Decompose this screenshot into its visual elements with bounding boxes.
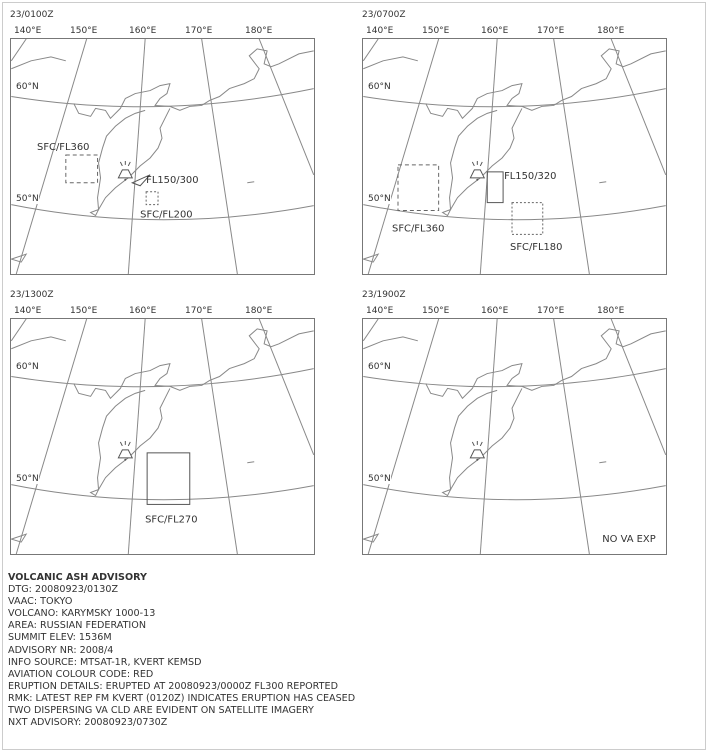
lon-label: 180°E <box>597 306 625 316</box>
ash-cloud-dotted <box>512 203 543 235</box>
advisory-line: VAAC: TOKYO <box>8 596 73 608</box>
ash-cloud-label: SFC/FL360 <box>37 142 90 154</box>
lon-label: 140°E <box>366 26 394 36</box>
meridian-170e <box>202 319 238 554</box>
lon-label: 160°E <box>481 306 509 316</box>
ash-cloud-dotted <box>146 192 158 205</box>
lon-label: 160°E <box>481 26 509 36</box>
lon-label: 150°E <box>422 306 450 316</box>
meridian-150e <box>16 39 86 274</box>
volcano-rays-icon <box>120 441 130 446</box>
lat-label-50n: 50°N <box>16 474 39 484</box>
meridian-140e <box>363 319 378 341</box>
lon-label: 180°E <box>245 306 273 316</box>
parallel-60n <box>363 369 665 387</box>
meridian-140e <box>11 39 26 61</box>
lon-label: 140°E <box>366 306 394 316</box>
advisory-line: NXT ADVISORY: 20080923/0730Z <box>8 717 168 729</box>
volcano-rays-icon <box>472 161 482 166</box>
meridian-150e <box>16 319 86 554</box>
ash-cloud-dashed <box>398 165 439 211</box>
meridian-170e <box>202 39 238 274</box>
volcano-icon <box>118 450 132 458</box>
advisory-line: ADVISORY NR: 2008/4 <box>8 644 114 656</box>
map <box>362 318 667 555</box>
parallel-60n <box>363 89 665 107</box>
meridian-170e <box>554 39 590 274</box>
meridian-150e <box>368 319 438 554</box>
meridian-160e <box>480 319 497 554</box>
advisory-line: ERUPTION DETAILS: ERUPTED AT 20080923/0000Z FL300 REPORTED <box>8 680 338 692</box>
lon-label: 150°E <box>422 26 450 36</box>
meridian-140e <box>11 319 26 341</box>
map <box>10 38 315 275</box>
ash-cloud-label: SFC/FL200 <box>140 209 193 221</box>
map-panel-0700z <box>354 2 674 272</box>
volcano-vent-icon <box>476 459 478 461</box>
panel-time: 23/1900Z <box>362 290 406 300</box>
meridian-140e <box>363 39 378 61</box>
meridian-160e <box>480 39 497 274</box>
coastline-west <box>11 57 66 69</box>
panel-time: 23/0700Z <box>362 10 406 20</box>
volcano-rays-icon <box>120 161 130 166</box>
ash-cloud-label: SFC/FL360 <box>392 223 445 235</box>
meridian-180e <box>259 39 314 175</box>
lon-label: 140°E <box>14 26 42 36</box>
parallel-50n <box>363 205 665 220</box>
lon-label: 170°E <box>537 26 565 36</box>
advisory-text <box>8 572 355 729</box>
meridian-180e <box>611 39 666 175</box>
lat-label-60n: 60°N <box>368 82 391 92</box>
volcano-icon <box>470 450 484 458</box>
lon-label: 180°E <box>597 26 625 36</box>
coastline-north <box>426 49 666 118</box>
ash-cloud-label: SFC/FL270 <box>145 514 198 526</box>
meridian-170e <box>554 319 590 554</box>
island <box>443 210 451 216</box>
lon-label: 150°E <box>70 26 98 36</box>
meridian-160e <box>128 319 145 554</box>
volcano-icon <box>118 170 132 178</box>
island <box>443 490 451 496</box>
lat-label-50n: 50°N <box>368 194 391 204</box>
lon-label: 170°E <box>185 306 213 316</box>
map-panel-1900z <box>354 282 674 552</box>
ash-cloud-solid <box>147 453 190 505</box>
lon-label: 160°E <box>129 306 157 316</box>
meridian-150e <box>368 39 438 274</box>
advisory-line: DTG: 20080923/0130Z <box>8 584 119 596</box>
no-ash-note: NO VA EXP <box>602 534 656 546</box>
map <box>362 38 667 275</box>
lon-label: 140°E <box>14 306 42 316</box>
advisory-line: TWO DISPERSING VA CLD ARE EVIDENT ON SATELLITE IMAGERY <box>8 705 314 717</box>
advisory-line: SUMMIT ELEV: 1536M <box>8 632 112 644</box>
volcano-vent-icon <box>124 459 126 461</box>
coastline-north <box>426 329 666 398</box>
ash-cloud-label: SFC/FL180 <box>510 242 563 254</box>
coastline-west <box>363 337 418 349</box>
map-panel-0100z <box>2 2 322 272</box>
volcano-rays-icon <box>472 441 482 446</box>
volcano-icon <box>470 170 484 178</box>
lat-label-60n: 60°N <box>16 82 39 92</box>
parallel-60n <box>11 369 313 387</box>
advisory-title: VOLCANIC ASH ADVISORY <box>8 572 147 583</box>
island <box>363 254 378 262</box>
lon-label: 160°E <box>129 26 157 36</box>
lon-label: 180°E <box>245 26 273 36</box>
island <box>599 462 606 463</box>
map <box>10 318 315 555</box>
parallel-50n <box>363 485 665 500</box>
island <box>91 210 99 216</box>
coastline-north <box>74 329 314 398</box>
meridian-180e <box>611 319 666 455</box>
advisory-line: INFO SOURCE: MTSAT-1R, KVERT KEMSD <box>8 656 202 668</box>
panel-time: 23/1300Z <box>10 290 54 300</box>
lat-label-60n: 60°N <box>368 362 391 372</box>
volcano-vent-icon <box>476 179 478 181</box>
lon-label: 170°E <box>185 26 213 36</box>
meridian-160e <box>128 39 145 274</box>
island <box>363 534 378 542</box>
volcano-vent-icon <box>124 179 126 181</box>
island <box>11 254 26 262</box>
map-panel-1300z <box>2 282 322 552</box>
advisory-line: AREA: RUSSIAN FEDERATION <box>8 620 146 632</box>
ash-cloud-label: FL150/300 <box>146 174 199 186</box>
parallel-60n <box>11 89 313 107</box>
advisory-line: VOLCANO: KARYMSKY 1000-13 <box>8 608 156 620</box>
island <box>247 462 254 463</box>
ash-cloud-solid <box>487 172 503 203</box>
coastline-west <box>363 57 418 69</box>
lon-label: 170°E <box>537 306 565 316</box>
meridian-180e <box>259 319 314 455</box>
ash-cloud-label: FL150/320 <box>504 170 557 182</box>
island <box>11 534 26 542</box>
island <box>599 182 606 183</box>
lat-label-50n: 50°N <box>16 194 39 204</box>
advisory-line: RMK: LATEST REP FM KVERT (0120Z) INDICATES ERUPTION HAS CEASED <box>8 692 356 704</box>
lat-label-50n: 50°N <box>368 474 391 484</box>
lat-label-60n: 60°N <box>16 362 39 372</box>
coastline-north <box>74 49 314 118</box>
ash-cloud-dashed <box>66 155 98 183</box>
island <box>91 490 99 496</box>
panel-time: 23/0100Z <box>10 10 54 20</box>
coastline-west <box>11 337 66 349</box>
lon-label: 150°E <box>70 306 98 316</box>
parallel-50n <box>11 485 313 500</box>
island <box>247 182 254 183</box>
advisory-line: AVIATION COLOUR CODE: RED <box>8 668 154 680</box>
